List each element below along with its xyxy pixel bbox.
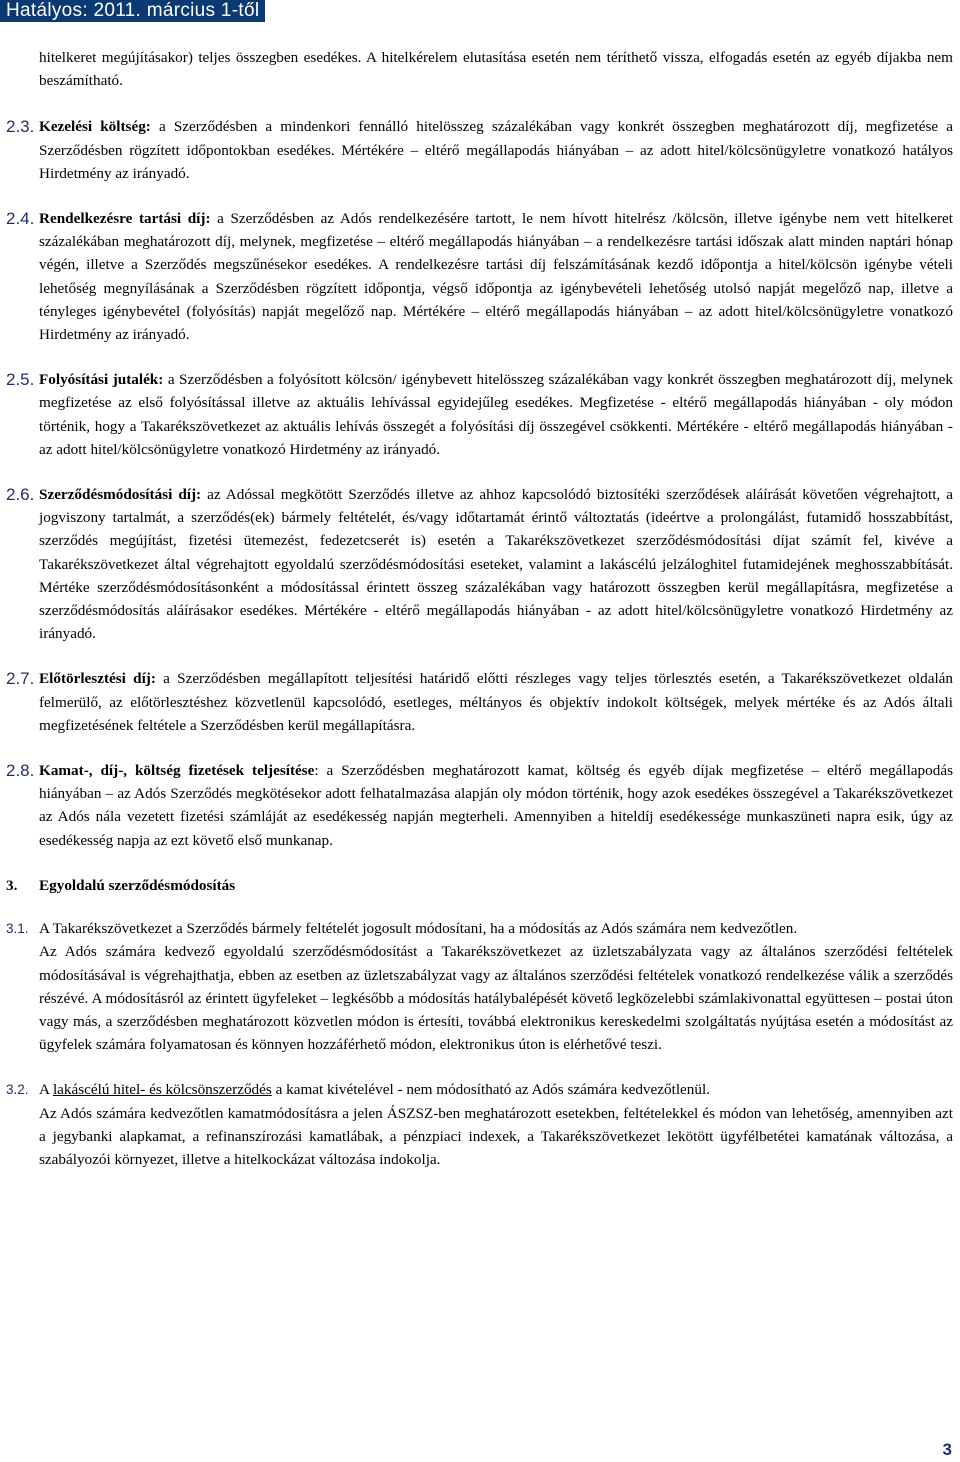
section-title: Kezelési költség: [39,118,151,136]
section-title: Szerződésmódosítási díj: [39,486,202,504]
section-title: Előtörlesztési díj: [39,670,156,688]
section-3-heading [6,874,953,897]
section-number: 2.7. [6,669,35,689]
section-title: Folyósítási jutalék: [39,371,164,389]
effective-date-banner: Hatályos: 2011. március 1-től [0,0,265,22]
section-number: 2.5. [6,370,35,390]
section-2-7 [6,667,953,737]
section-text: : a Szerződésben meghatározott kamat, költség és egyéb díjak megfizetése – eltérő megállapodás hiányában – az Adós Szerződés megkötésekor adott felhatalmazása alapján oly módon történik, hogy azok esedékes összegével a Takarékszövetkezet az Adós nála vezetett fizetési számláját az esedékesség napján megterheli. Amennyiben a hiteldíj esedékessége munkaszüneti napra esik, úgy az esedékesség napja az ezt követő első munkanap. [39,762,953,849]
section-title: Kamat-, díj-, költség fizetések teljesítése [39,762,315,780]
section-title: Rendelkezésre tartási díj: [39,210,211,228]
section-title: Egyoldalú szerződésmódosítás [39,876,236,894]
section-number: 2.6. [6,485,35,505]
section-2-6 [6,483,953,645]
page-header [0,0,960,36]
section-3-1 [6,917,953,1056]
section-2-8 [6,759,953,852]
section-number: 2.8. [6,761,35,781]
page-number: 3 [942,1440,952,1459]
intro-paragraph: hitelkeret megújításakor) teljes összegben esedékes. A hitelkérelem elutasítása esetén nem téríthető vissza, elfogadás esetén az egyéb díjakba nem beszámítható. [39,49,953,90]
section-text: a Szerződésben az Adós rendelkezésére tartott, le nem hívott hitelrész /kölcsön, illetve igénybe nem vett hitelkeret százalékában meghatározott díj, melynek, megfizetése – eltérő megállapodás hiányában – a rendelkezésre tartási időszak alatt minden naptári hónap végén, illetve a Szerződés megszűnésekor esedékes. A rendelkezésre tartási díj felszámításának kezdő időpontja a hitel/kölcsön igénybe vételi lehetőség megnyílásának a Szerződésben rögzített időpontja, végső időpontja az igénybevételi lehetőség utolsó napját megelőző nap, illetve a tényleges igénybevétel (folyósítás) napját megelőző nap. Mértékére – eltérő megállapodás hiányában – az adott hitel/kölcsönügyletre vonatkozó Hirdetmény az irányadó. [39,210,954,344]
section-text: az Adóssal megkötött Szerződés illetve az ahhoz kapcsolódó biztosítéki szerződések aláírását követően végrehajtott, a jogviszony tartalmát, a szerződés(ek) bármely feltételét, és/vagy időtartamát érintő változtatás (ideértve a prolongálást, futamidő hosszabbítást, szerződés megújítást, fizetési ütemezést, fedezetcserét is) esetén a Takarékszövetkezet szerződésmódosítási díjat számít fel, kivéve a Takarékszövetkezet által végrehajtott egyoldalú szerződésmódosítási eseteket, valamint a lakáscélú jelzáloghitel futamidejének meghosszabbítását. Mértéke szerződésmódosításonként a módosítással érintett összeg százalékában vagy határozott összegben kerül megállapításra, megfizetése a szerződésmódosítás aláírásakor esedékes. Mértékére - eltérő megállapodás hiányában - az adott hitel/kölcsönügyletre vonatkozó Hirdetmény az irányadó. [39,486,953,643]
section-number: 3.2. [6,1082,29,1098]
section-number: 3.1. [6,921,29,937]
section-number: 3. [6,876,18,894]
section-number: 2.3. [6,117,35,137]
section-text: A Takarékszövetkezet a Szerződés bármely feltételét jogosult módosítani, ha a módosítás az Adós számára nem kedvezőtlen. [39,920,798,938]
section-text: A [39,1081,53,1099]
document-body [0,46,960,1171]
section-text: a Szerződésben a mindenkori fennálló hitelösszeg százalékában vagy konkrét összegben meghatározott díj, megfizetése a Szerződésben rögzített időpontokban esedékes. Mértékére – eltérő megállapodás hiányában – az adott hitel/kölcsönügyletre vonatkozó hatályos Hirdetmény az irányadó. [39,118,953,182]
underlined-term: lakáscélú hitel- és kölcsönszerződés [52,1081,272,1099]
section-2-5 [6,368,953,461]
section-2-3 [6,115,953,185]
section-text: Az Adós számára kedvezőtlen kamatmódosításra a jelen ÁSZSZ-ben meghatározott esetekben, feltételekkel és módon van lehetőség, amennyiben azt a jegybanki alapkamat, a refinanszírozási kamatlábak, a pénzpiaci indexek, a Takarékszövetkezet lekötött ügyfélbetétei kamatának változása, a szabályozói környezet, illetve a hitelkockázat változása indokolja. [39,1104,953,1168]
section-2-4 [6,207,954,346]
section-3-2 [6,1078,953,1171]
section-text: a Szerződésben a folyósított kölcsön/ igénybevett hitelösszeg százalékában vagy konkrét összegben meghatározott díj, melynek megfizetése az első folyósítással illetve az aktuális lehívással egyidejűleg esedékes. Megfizetése - eltérő megállapodás hiányában - oly módon történik, hogy a Takarékszövetkezet az aktuális lehívás összegét a folyósítási díj összegével csökkenti. Mértékére - eltérő megállapodás hiányában - az adott hitel/kölcsönügyletre vonatkozó Hirdetmény az irányadó. [39,371,953,458]
section-text: a kamat kivételével - nem módosítható az Adós számára kedvezőtlenül. [271,1081,710,1099]
section-number: 2.4. [6,209,35,229]
section-text: Az Adós számára kedvező egyoldalú szerződésmódosítást a Takarékszövetkezet az üzletszabályzata vagy az általános szerződési feltételek módosításával is végrehajthatja, ebben az esetben az üzletszabályzat vagy az általános szerződési feltételek vonatkozó rendelkezése válik a szerződés részévé. A módosításról az érintett ügyfeleket – legkésőbb a módosítás hatálybalépését követő legközelebbi számlakivonattal együttesen – postai úton vagy más, a szerződésben meghatározott közvetlen módon is értesíti, továbbá elektronikus kereskedelmi szolgáltatás nyújtása esetén a módosítást az ügyfelek számára folyamatosan és könnyen hozzáférhető módon, elektronikus úton is elérhetővé teszi. [39,943,953,1054]
section-text: a Szerződésben megállapított teljesítési határidő előtti részleges vagy teljes törlesztés esetén, a Takarékszövetkezet oldalán felmerülő, az előtörlesztéshez közvetlenül kapcsolódó, esetleges, méltányos és objektív indokolt költségek, melyek mértéke és az Adós általi megfizetésének feltétele a Szerződésben kerül megállapításra. [39,670,953,734]
